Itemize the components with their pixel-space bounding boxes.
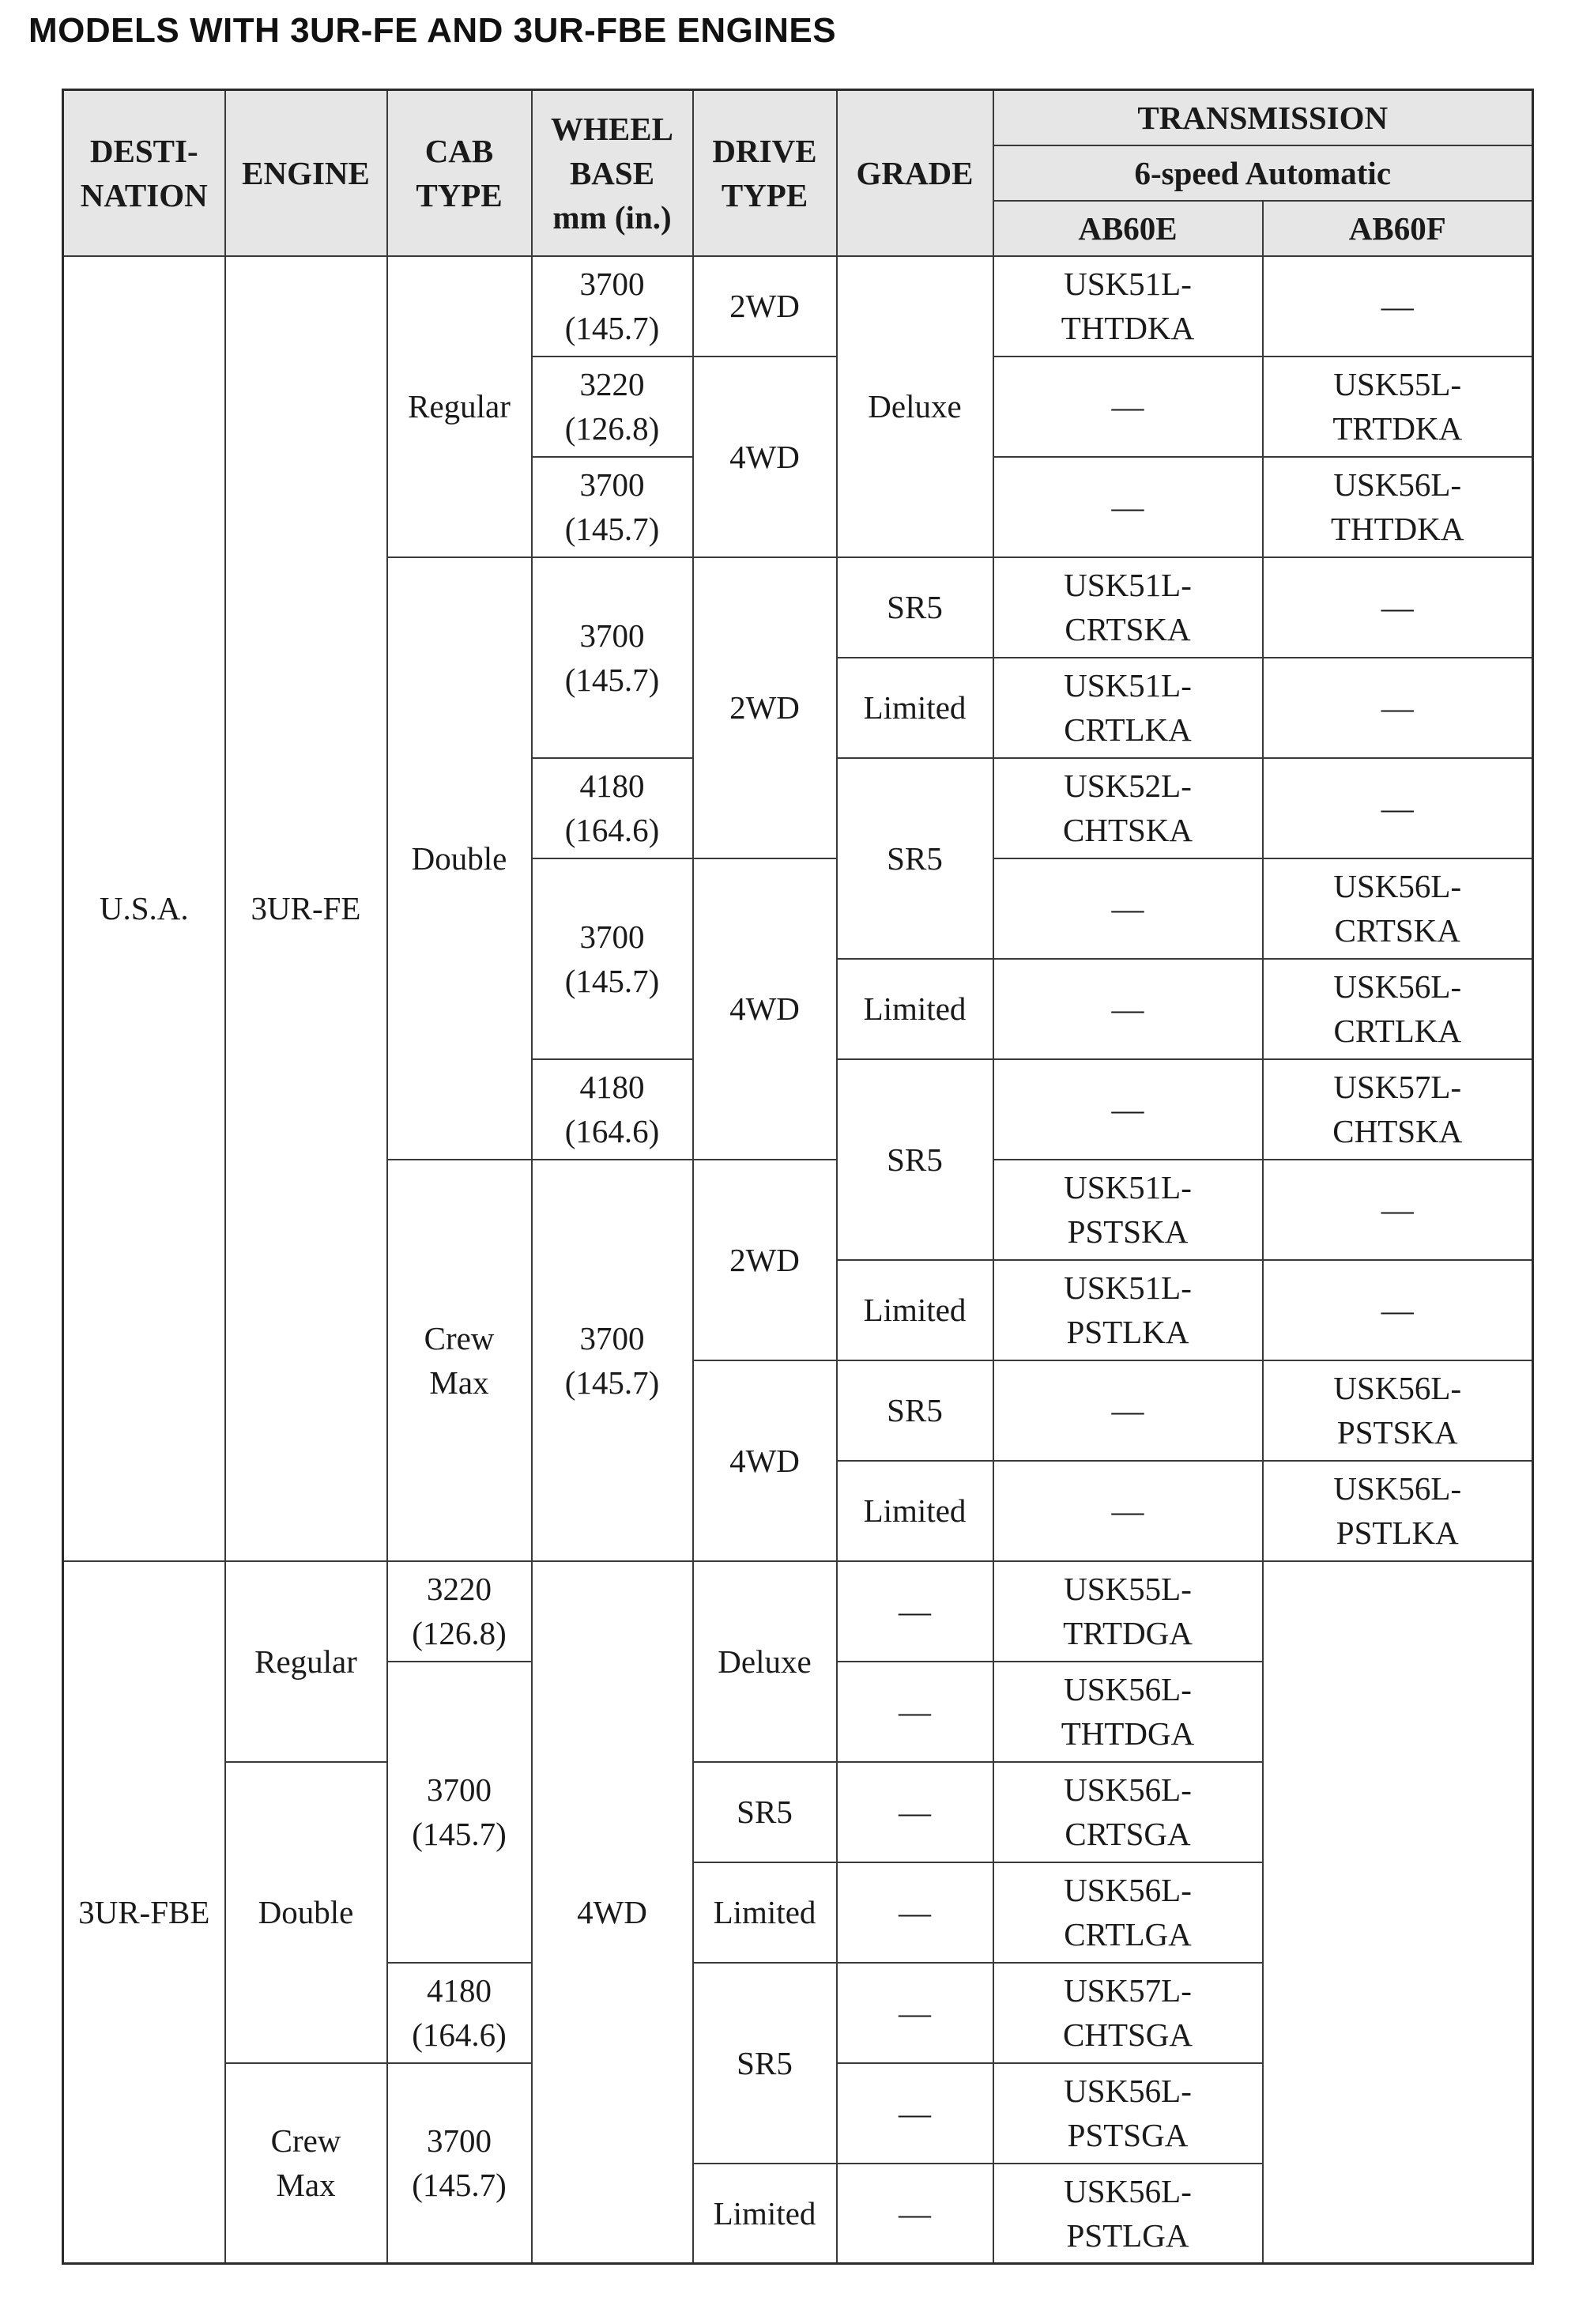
model-ab60f-cell: USK56L- PSTLGA [993,2164,1263,2264]
destination-cell: U.S.A. [63,256,225,1561]
model-ab60e-cell: — [993,858,1263,959]
header-grade: GRADE [837,90,993,256]
cab-type-cell: Double [387,557,532,1160]
model-ab60e-cell: — [993,1360,1263,1461]
grade-cell: Limited [837,1461,993,1561]
drive-type-cell: 2WD [693,557,837,858]
model-ab60e-cell: — [993,357,1263,457]
drive-type-cell: 2WD [693,1160,837,1360]
grade-cell: Limited [837,658,993,758]
table-row [63,1762,1533,1862]
grade-cell: SR5 [693,1963,837,2164]
engine-cell: 3UR-FBE [63,1561,225,2264]
header-trans-type: 6-speed Automatic [993,145,1533,201]
model-ab60e-cell: — [837,1662,993,1762]
cab-type-cell: Crew Max [225,2063,387,2264]
grade-cell: SR5 [837,1059,993,1260]
header-cab-type: CAB TYPE [387,90,532,256]
grade-cell: Deluxe [837,256,993,557]
grade-cell: Limited [693,2164,837,2264]
grade-cell: SR5 [837,758,993,959]
wheel-base-cell: 4180 (164.6) [532,1059,693,1160]
model-ab60e-cell: USK52L- CHTSKA [993,758,1263,858]
drive-type-cell: 4WD [693,1360,837,1561]
model-ab60f-cell: USK56L- CRTSKA [1263,858,1533,959]
model-ab60f-cell: — [1263,256,1533,357]
model-ab60e-cell: — [993,1461,1263,1561]
wheel-base-cell: 3700 (145.7) [387,1662,532,1963]
engine-cell: 3UR-FE [225,256,387,1561]
model-ab60f-cell: USK56L- THTDGA [993,1662,1263,1762]
wheel-base-cell: 4180 (164.6) [532,758,693,858]
cab-type-cell: Regular [225,1561,387,1762]
header-drive-type: DRIVE TYPE [693,90,837,256]
wheel-base-cell: 3700 (145.7) [532,557,693,758]
model-ab60f-cell: — [1263,557,1533,658]
cab-type-cell: Regular [387,256,532,557]
grade-cell: Limited [837,959,993,1059]
model-ab60f-cell: USK57L- CHTSKA [1263,1059,1533,1160]
table-row [63,1561,1533,1662]
model-ab60e-cell: — [837,1963,993,2063]
model-ab60f-cell: USK55L- TRTDGA [993,1561,1263,1662]
header-wheel-base: WHEEL BASE mm (in.) [532,90,693,256]
header-engine: ENGINE [225,90,387,256]
header-destination: DESTI- NATION [63,90,225,256]
model-ab60e-cell: — [837,2164,993,2264]
model-ab60e-cell: — [837,1862,993,1963]
wheel-base-cell: 3700 (145.7) [532,1160,693,1561]
drive-type-cell: 4WD [693,357,837,557]
model-ab60f-cell: USK56L- CRTSGA [993,1762,1263,1862]
wheel-base-cell: 3700 (145.7) [387,2063,532,2264]
cab-type-cell: Crew Max [387,1160,532,1561]
drive-type-cell: 4WD [532,1561,693,2264]
grade-cell: Limited [837,1260,993,1360]
model-ab60e-cell: USK51L- PSTLKA [993,1260,1263,1360]
model-ab60f-cell: — [1263,1260,1533,1360]
model-ab60e-cell: — [837,1561,993,1662]
model-ab60e-cell: USK51L- PSTSKA [993,1160,1263,1260]
model-ab60f-cell: — [1263,658,1533,758]
model-ab60f-cell: — [1263,1160,1533,1260]
model-ab60f-cell: USK56L- THTDKA [1263,457,1533,557]
model-ab60f-cell: USK56L- PSTSGA [993,2063,1263,2164]
model-ab60e-cell: — [837,1762,993,1862]
drive-type-cell: 4WD [693,858,837,1160]
model-ab60e-cell: — [993,457,1263,557]
model-ab60e-cell: USK51L- CRTSKA [993,557,1263,658]
grade-cell: SR5 [837,557,993,658]
grade-cell: Limited [693,1862,837,1963]
model-ab60e-cell: USK51L- CRTLKA [993,658,1263,758]
page-title: MODELS WITH 3UR-FE AND 3UR-FBE ENGINES [28,11,837,50]
grade-cell: SR5 [837,1360,993,1461]
model-table [62,89,1534,2265]
model-ab60f-cell: — [1263,758,1533,858]
header-ab60f: AB60F [1263,201,1533,256]
wheel-base-cell: 3700 (145.7) [532,457,693,557]
model-ab60f-cell: USK56L- CRTLKA [1263,959,1533,1059]
model-ab60f-cell: USK55L- TRTDKA [1263,357,1533,457]
model-ab60e-cell: — [993,1059,1263,1160]
model-ab60f-cell: USK56L- PSTLKA [1263,1461,1533,1561]
model-ab60f-cell: USK56L- CRTLGA [993,1862,1263,1963]
wheel-base-cell: 3220 (126.8) [532,357,693,457]
model-ab60e-cell: — [837,2063,993,2164]
wheel-base-cell: 3220 (126.8) [387,1561,532,1662]
wheel-base-cell: 3700 (145.7) [532,256,693,357]
grade-cell: SR5 [693,1762,837,1862]
header-transmission: TRANSMISSION [993,90,1533,145]
drive-type-cell: 2WD [693,256,837,357]
model-ab60e-cell: — [993,959,1263,1059]
grade-cell: Deluxe [693,1561,837,1762]
model-ab60f-cell: USK57L- CHTSGA [993,1963,1263,2063]
model-ab60f-cell: USK56L- PSTSKA [1263,1360,1533,1461]
cab-type-cell: Double [225,1762,387,2063]
wheel-base-cell: 4180 (164.6) [387,1963,532,2063]
table-row [63,256,1533,357]
header-ab60e: AB60E [993,201,1263,256]
wheel-base-cell: 3700 (145.7) [532,858,693,1059]
model-ab60e-cell: USK51L- THTDKA [993,256,1263,357]
